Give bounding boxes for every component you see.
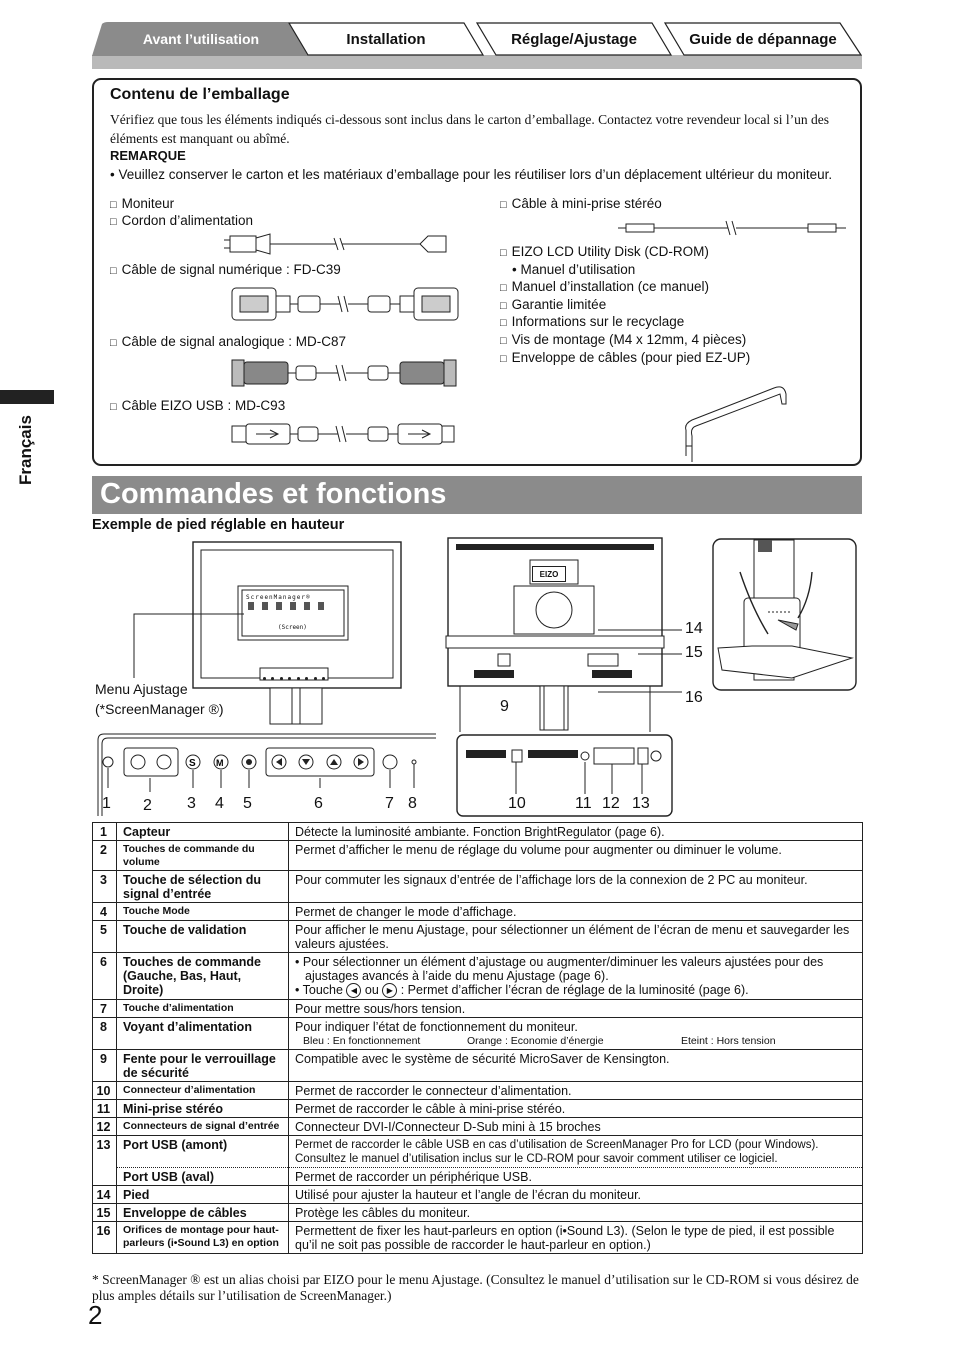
list-item <box>500 297 606 312</box>
section-title-bar <box>92 476 862 514</box>
row-label: Capteur <box>117 823 289 841</box>
list-item <box>500 350 750 365</box>
brand-logo: EIZO <box>532 566 566 582</box>
item-label: Câble de signal analogique : MD-C87 <box>121 334 347 349</box>
item-label: Moniteur <box>121 196 175 211</box>
tab-label: Avant l’utilisation <box>142 31 260 47</box>
tab-label: Réglage/Ajustage <box>511 30 637 48</box>
row-label: Touche de validation <box>117 921 289 953</box>
callout-number: 15 <box>685 644 703 661</box>
description-line: Pour indiquer l’état de fonctionnement du moniteur. <box>295 1020 578 1035</box>
right-button-icon: ▶ <box>382 983 397 998</box>
table-row <box>93 1222 863 1254</box>
row-description: Permet de raccorder un périphérique USB. <box>289 1168 863 1186</box>
list-item <box>110 398 285 413</box>
menu-callout-line <box>94 612 244 682</box>
list-item <box>500 332 746 347</box>
digital-cable-illustration <box>230 286 460 322</box>
osd-sub: (Screen) <box>278 624 307 631</box>
text-fragment: : Permet d’afficher l’écran de réglage de la luminosité (page 6). <box>397 983 749 997</box>
diagram-subtitle: Exemple de pied réglable en hauteur <box>92 517 345 533</box>
list-item <box>500 314 684 329</box>
table-row <box>93 903 863 921</box>
dot-icon <box>314 677 317 680</box>
table-row <box>93 1186 863 1204</box>
row-number: 15 <box>93 1204 117 1222</box>
callout-number: 2 <box>143 797 152 814</box>
row-number: 4 <box>93 903 117 921</box>
status-legend <box>295 1034 858 1048</box>
table-row <box>93 1168 863 1186</box>
text-fragment: • Touche <box>295 983 347 997</box>
row-label: Mini-prise stéréo <box>117 1100 289 1118</box>
checkbox-icon: □ <box>500 300 507 312</box>
footnote: * ScreenManager ® est un alias choisi par EIZO pour le menu Ajustage. (Consultez le manuel d’utilisation sur le CD-ROM si vous désirez de plus amples détails sur l’utilisation de ScreenManager.) <box>92 1272 859 1303</box>
list-item <box>110 334 346 349</box>
page-number: 2 <box>88 1300 103 1330</box>
row-number: 3 <box>93 871 117 903</box>
list-item <box>500 196 662 211</box>
tab-installation[interactable] <box>288 22 484 56</box>
row-number: 1 <box>93 823 117 841</box>
row-label: Orifices de montage pour haut-parleurs (i•Sound L3) en option <box>117 1222 289 1254</box>
row-label: Touche de sélection du signal d’entrée <box>117 871 289 903</box>
checkbox-icon: □ <box>500 317 507 329</box>
list-item <box>110 262 341 277</box>
item-label: Informations sur le recyclage <box>511 314 685 329</box>
row-description: Détecte la luminosité ambiante. Fonction BrightRegulator (page 6). <box>289 823 863 841</box>
callout-number: 5 <box>243 795 252 812</box>
row-number: 5 <box>93 921 117 953</box>
callout-number: 7 <box>385 795 394 812</box>
callout-number: 4 <box>215 795 224 812</box>
row-label: Enveloppe de câbles <box>117 1204 289 1222</box>
left-button-icon: ◀ <box>346 983 361 998</box>
dot-icon <box>305 677 308 680</box>
row-description: Pour commuter les signaux d’entrée de l’affichage lors de la connexion de 2 PC au moniteur. <box>289 871 863 903</box>
callout-number: 3 <box>187 795 196 812</box>
checkbox-icon: □ <box>110 265 117 277</box>
item-label: EIZO LCD Utility Disk (CD-ROM) <box>511 244 709 259</box>
table-row <box>93 1000 863 1018</box>
item-label: Manuel d’installation (ce manuel) <box>511 279 710 294</box>
dot-icon <box>322 677 325 680</box>
item-label: Câble à mini-prise stéréo <box>511 196 662 211</box>
dot-icon <box>280 677 283 680</box>
row-label: Touches de commande (Gauche, Bas, Haut, Droite) <box>117 953 289 1000</box>
usb-cable-illustration <box>230 422 460 446</box>
callout-number: 13 <box>632 795 650 812</box>
row-description: Permet de changer le mode d’affichage. <box>289 903 863 921</box>
row-description: Compatible avec le système de sécurité MicroSaver de Kensington. <box>289 1050 863 1082</box>
row-number: 8 <box>93 1018 117 1050</box>
row-number: 9 <box>93 1050 117 1082</box>
remark-text: • Veuillez conserver le carton et les matériaux d’emballage pour les réutiliser lors d’un déplacement ultérieur du moniteur. <box>110 167 833 182</box>
text-fragment: ou <box>361 983 383 997</box>
callout-number: 14 <box>685 620 703 637</box>
list-item <box>110 196 174 211</box>
cable-cover-illustration <box>678 380 798 464</box>
row-description: Permet d’afficher le menu de réglage du volume pour augmenter ou diminuer le volume. <box>289 841 863 871</box>
row-number: 11 <box>93 1100 117 1118</box>
checkbox-icon: □ <box>110 401 117 413</box>
list-item <box>500 244 709 259</box>
row-label: Pied <box>117 1186 289 1204</box>
dot-icon <box>263 677 266 680</box>
table-row <box>93 953 863 1000</box>
callout-number: 1 <box>102 795 111 812</box>
tab-label: Installation <box>346 30 426 48</box>
table-row <box>93 823 863 841</box>
checkbox-icon: □ <box>500 199 507 211</box>
callout-number: 10 <box>508 795 526 812</box>
remark-title: REMARQUE <box>110 148 186 163</box>
dot-icon <box>271 677 274 680</box>
item-label: Cordon d’alimentation <box>121 213 253 228</box>
callout-number: 11 <box>575 795 592 812</box>
item-label: • Manuel d’utilisation <box>512 262 636 277</box>
stereo-cable-illustration <box>618 218 848 238</box>
back-callout-lines <box>598 620 688 706</box>
row-label: Touches de commande du volume <box>117 841 289 871</box>
checkbox-icon: □ <box>500 335 507 347</box>
table-row <box>93 1118 863 1136</box>
table-row <box>93 1050 863 1082</box>
checkbox-icon: □ <box>110 216 117 228</box>
row-number: 7 <box>93 1000 117 1018</box>
row-description <box>289 1018 863 1050</box>
item-label: Enveloppe de câbles (pour pied EZ-UP) <box>511 350 751 365</box>
table-row <box>93 841 863 871</box>
menu-label: Menu Ajustage <box>95 681 188 697</box>
checkbox-icon: □ <box>500 247 507 259</box>
tab-bar <box>92 22 862 68</box>
checkbox-icon: □ <box>110 199 117 211</box>
menu-label-alias: (*ScreenManager ®) <box>95 701 224 717</box>
row-number: 2 <box>93 841 117 871</box>
osd-title: ScreenManager® <box>246 594 311 601</box>
stand-detail-illustration <box>712 538 858 692</box>
item-label: Vis de montage (M4 x 12mm, 4 pièces) <box>511 332 747 347</box>
front-button-strip <box>260 672 328 684</box>
list-item <box>110 213 253 228</box>
status-item: Eteint : Hors tension <box>681 1035 776 1048</box>
table-row <box>93 1082 863 1100</box>
row-label: Connecteurs de signal d’entrée <box>117 1118 289 1136</box>
analog-cable-illustration <box>230 356 460 390</box>
item-label: Garantie limitée <box>511 297 607 312</box>
row-number: 12 <box>93 1118 117 1136</box>
status-item: Bleu : En fonctionnement <box>303 1035 421 1048</box>
language-label: Français <box>16 415 35 485</box>
tab-reglage-ajustage[interactable] <box>476 22 672 56</box>
callout-number: 12 <box>602 795 620 812</box>
row-label: Fente pour le verrouillage de sécurité <box>117 1050 289 1082</box>
callout-number: 16 <box>685 689 703 706</box>
tab-guide-depannage[interactable] <box>664 22 862 56</box>
item-label: Câble EIZO USB : MD-C93 <box>121 398 286 413</box>
row-label: Touche Mode <box>117 903 289 921</box>
list-item <box>500 279 709 294</box>
row-description: Pour afficher le menu Ajustage, pour sélectionner un élément de l’écran de menu et sauvegarder les valeurs ajustées. <box>289 921 863 953</box>
package-title: Contenu de l’emballage <box>110 86 290 103</box>
row-description: Pour mettre sous/hors tension. <box>289 1000 863 1018</box>
row-number: 16 <box>93 1222 117 1254</box>
row-description: Protège les câbles du moniteur. <box>289 1204 863 1222</box>
row-number: 13 <box>93 1136 117 1186</box>
svg-text:M: M <box>216 758 224 768</box>
row-description: Permet de raccorder le câble à mini-prise stéréo. <box>289 1100 863 1118</box>
description-line <box>295 983 858 998</box>
row-description: Permet de raccorder le connecteur d’alimentation. <box>289 1082 863 1100</box>
controls-table <box>92 822 863 1254</box>
row-label: Port USB (aval) <box>117 1168 289 1186</box>
row-description <box>289 953 863 1000</box>
section-title: Commandes et fonctions <box>100 478 447 510</box>
callout-number: 6 <box>314 795 323 812</box>
package-contents-box <box>92 78 862 466</box>
row-number: 6 <box>93 953 117 1000</box>
row-label: Touche d’alimentation <box>117 1000 289 1018</box>
dot-icon <box>288 677 291 680</box>
table-row <box>93 871 863 903</box>
row-description: Permet de raccorder le câble USB en cas d’utilisation de ScreenManager Pro for LCD (pour Windows). Consultez le manuel d’utilisation inclus sur le CD-ROM pour savoir comment utiliser ce logiciel. <box>289 1136 863 1168</box>
description-line: • Pour sélectionner un élément d’ajustage ou augmenter/diminuer les valeurs ajustées pour des ajustages avancés à l’aide du menu Ajustage (page 6). <box>295 955 824 983</box>
status-item: Orange : Economie d’énergie <box>467 1035 604 1048</box>
table-row <box>93 921 863 953</box>
callout-number: 9 <box>500 698 509 715</box>
tab-avant-utilisation[interactable] <box>92 22 310 56</box>
package-intro: Vérifiez que tous les éléments indiqués ci-dessous sont inclus dans le carton d’emballage. Contactez votre revendeur local si l’un des éléments est manquant ou abîmé. <box>110 112 830 146</box>
table-row <box>93 1100 863 1118</box>
checkbox-icon: □ <box>110 337 117 349</box>
row-description: Permettent de fixer les haut-parleurs en option (i•Sound L3). (Selon le type de pied, il est possible qu’il ne soit pas possible de raccorder le haut-parleur en option.) <box>289 1222 863 1254</box>
row-number: 10 <box>93 1082 117 1100</box>
item-label: Câble de signal numérique : FD-C39 <box>121 262 341 277</box>
row-description: Utilisé pour ajuster la hauteur et l’angle de l’écran du moniteur. <box>289 1186 863 1204</box>
svg-text:S: S <box>189 758 196 769</box>
row-description: Connecteur DVI-I/Connecteur D-Sub mini à 15 broches <box>289 1118 863 1136</box>
checkbox-icon: □ <box>500 353 507 365</box>
tab-label: Guide de dépannage <box>689 30 837 48</box>
row-label: Connecteur d’alimentation <box>117 1082 289 1100</box>
row-number: 14 <box>93 1186 117 1204</box>
row-label: Port USB (amont) <box>117 1136 289 1168</box>
callout-number: 8 <box>408 795 417 812</box>
checkbox-icon: □ <box>500 282 507 294</box>
table-row <box>93 1136 863 1168</box>
table-row <box>93 1018 863 1050</box>
table-row <box>93 1204 863 1222</box>
power-cord-illustration <box>224 230 464 258</box>
row-label: Voyant d’alimentation <box>117 1018 289 1050</box>
list-item <box>512 262 635 277</box>
dot-icon <box>297 677 300 680</box>
